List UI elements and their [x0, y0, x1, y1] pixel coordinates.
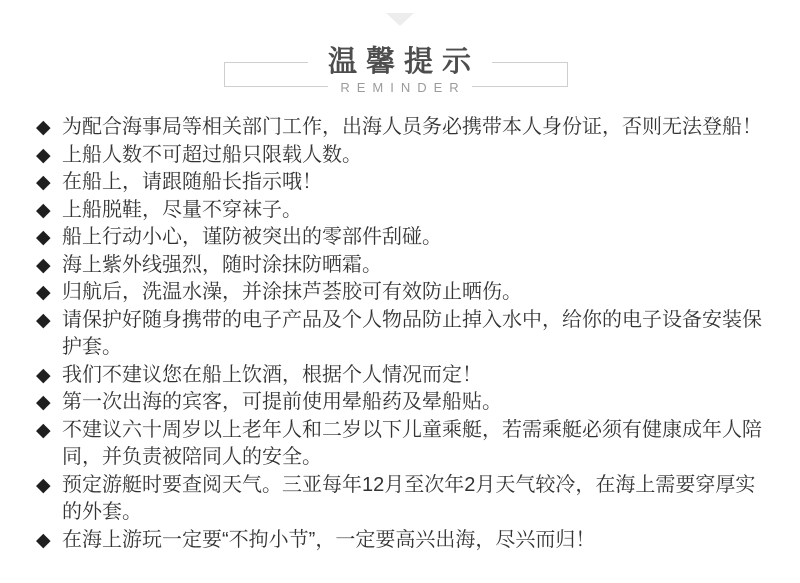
notice-text: 为配合海事局等相关部门工作，出海人员务必携带本人身份证，否则无法登船！	[62, 116, 762, 138]
chevron-down-icon	[386, 13, 414, 26]
diamond-bullet-icon: ◆	[36, 419, 51, 441]
diamond-bullet-icon: ◆	[36, 474, 51, 496]
notice-text: 我们不建议您在船上饮酒，根据个人情况而定！	[62, 363, 482, 386]
notice-text: 上船脱鞋，尽量不穿袜子。	[62, 198, 302, 221]
notice-text: 预定游艇时要查阅天气。三亚每年12月至次年2月天气较冷，在海上需要穿厚实的外套。	[62, 473, 756, 523]
diamond-bullet-icon: ◆	[36, 172, 51, 193]
notice-item	[36, 527, 772, 555]
notice-item	[36, 472, 772, 527]
diamond-bullet-icon: ◆	[36, 144, 51, 166]
notice-item	[36, 389, 772, 417]
notice-item	[36, 197, 772, 225]
notice-item	[36, 142, 772, 170]
diamond-bullet-icon: ◆	[36, 199, 51, 221]
notice-text: 上船人数不可超过船只限载人数。	[62, 143, 362, 166]
notice-item	[36, 417, 772, 472]
notice-text: 归航后，洗温水澡，并涂抹芦荟胶可有效防止晒伤。	[62, 281, 522, 303]
page-title-row	[0, 45, 800, 84]
notice-item	[36, 169, 772, 197]
page-subtitle-row	[0, 80, 800, 96]
notice-item	[36, 114, 772, 142]
notice-item	[36, 224, 772, 252]
diamond-bullet-icon: ◆	[36, 117, 51, 138]
notice-text: 不建议六十周岁以上老年人和二岁以下儿童乘艇，若需乘艇必须有健康成年人陪同，并负责被陪同人的安全。	[62, 418, 762, 468]
notice-item	[36, 279, 772, 307]
diamond-bullet-icon: ◆	[36, 364, 51, 386]
diamond-bullet-icon: ◆	[36, 282, 51, 303]
notice-text: 第一次出海的宾客，可提前使用晕船药及晕船贴。	[62, 391, 502, 413]
diamond-bullet-icon: ◆	[36, 227, 51, 248]
diamond-bullet-icon: ◆	[36, 254, 51, 276]
notice-text: 在海上游玩一定要“不拘小节”，一定要高兴出海，尽兴而归！	[62, 528, 596, 551]
notice-item	[36, 252, 772, 280]
notice-list	[36, 114, 772, 554]
diamond-bullet-icon: ◆	[36, 529, 51, 551]
notice-text: 船上行动小心，谨防被突出的零部件刮碰。	[62, 226, 442, 248]
notice-item	[36, 307, 772, 362]
notice-item	[36, 362, 772, 390]
diamond-bullet-icon: ◆	[36, 309, 51, 331]
notice-text: 海上紫外线强烈，随时涂抹防晒霜。	[62, 253, 382, 276]
diamond-bullet-icon: ◆	[36, 392, 51, 413]
notice-text: 在船上，请跟随船长指示哦！	[62, 171, 322, 193]
notice-text: 请保护好随身携带的电子产品及个人物品防止掉入水中，给你的电子设备安装保护套。	[62, 308, 762, 358]
page-subtitle: REMINDER	[328, 80, 471, 96]
page-title: 温馨提示	[308, 45, 492, 79]
